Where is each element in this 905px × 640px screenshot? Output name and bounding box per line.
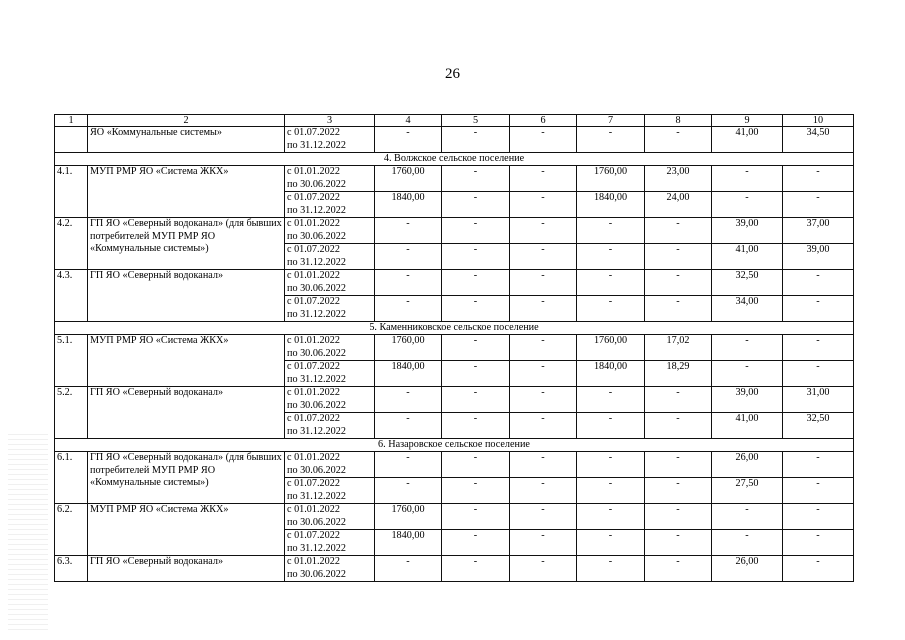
value-cell-col-10: - [783, 192, 854, 218]
value-cell-col-6: - [510, 387, 577, 413]
value-cell-col-5: - [442, 361, 510, 387]
table-row [55, 504, 854, 530]
value-cell-col-5: - [442, 127, 510, 153]
table-row [55, 387, 854, 413]
period-end: по 31.12.2022 [287, 542, 346, 554]
period-cell [285, 478, 375, 504]
column-number: 5 [442, 115, 510, 127]
value-cell-col-4: 1760,00 [375, 166, 442, 192]
value-cell-col-5: - [442, 218, 510, 244]
period-cell [285, 127, 375, 153]
column-number: 2 [88, 115, 285, 127]
table-row [55, 218, 854, 244]
value-cell-col-4: - [375, 452, 442, 478]
value-cell-col-7: - [577, 478, 645, 504]
value-cell-col-4: - [375, 218, 442, 244]
value-cell-col-4: - [375, 556, 442, 582]
period-start: с 01.07.2022 [287, 127, 340, 138]
value-cell-col-7: - [577, 556, 645, 582]
value-cell-col-8: - [645, 270, 712, 296]
value-cell-col-8: - [645, 452, 712, 478]
period-end: по 30.06.2022 [287, 347, 346, 359]
value-cell-col-9: - [712, 335, 783, 361]
value-cell-col-8: - [645, 530, 712, 556]
value-cell-col-9: 41,00 [712, 413, 783, 439]
value-cell-col-8: 23,00 [645, 166, 712, 192]
column-number: 7 [577, 115, 645, 127]
period-end: по 31.12.2022 [287, 204, 346, 216]
section-header-row [55, 153, 854, 166]
value-cell-col-5: - [442, 166, 510, 192]
value-cell-col-9: 27,50 [712, 478, 783, 504]
period-cell [285, 192, 375, 218]
period-start: с 01.01.2022 [287, 166, 340, 177]
period-start: с 01.07.2022 [287, 530, 340, 541]
organization-name: МУП РМР ЯО «Система ЖКХ» [88, 504, 285, 556]
period-cell [285, 244, 375, 270]
period-start: с 01.01.2022 [287, 504, 340, 515]
section-header-row [55, 439, 854, 452]
value-cell-col-10: - [783, 504, 854, 530]
organization-name: ГП ЯО «Северный водоканал» (для бывших потребителей МУП РМР ЯО «Коммунальные системы») [88, 452, 285, 504]
period-end: по 31.12.2022 [287, 139, 346, 151]
period-cell [285, 556, 375, 582]
section-title: 4. Волжское сельское поселение [55, 153, 854, 166]
value-cell-col-5: - [442, 530, 510, 556]
row-number [55, 127, 88, 153]
value-cell-col-6: - [510, 192, 577, 218]
value-cell-col-4: 1840,00 [375, 192, 442, 218]
column-number: 4 [375, 115, 442, 127]
value-cell-col-9: 41,00 [712, 244, 783, 270]
value-cell-col-10: - [783, 296, 854, 322]
value-cell-col-9: - [712, 361, 783, 387]
value-cell-col-10: - [783, 335, 854, 361]
period-start: с 01.01.2022 [287, 452, 340, 463]
value-cell-col-10: 32,50 [783, 413, 854, 439]
row-number: 4.1. [55, 166, 88, 218]
value-cell-col-7: 1840,00 [577, 361, 645, 387]
value-cell-col-6: - [510, 530, 577, 556]
value-cell-col-10: - [783, 452, 854, 478]
value-cell-col-6: - [510, 413, 577, 439]
value-cell-col-5: - [442, 413, 510, 439]
value-cell-col-7: - [577, 244, 645, 270]
period-end: по 31.12.2022 [287, 373, 346, 385]
value-cell-col-10: - [783, 270, 854, 296]
value-cell-col-4: - [375, 478, 442, 504]
section-title: 5. Каменниковское сельское поселение [55, 322, 854, 335]
value-cell-col-4: - [375, 270, 442, 296]
period-start: с 01.07.2022 [287, 192, 340, 203]
period-start: с 01.07.2022 [287, 413, 340, 424]
value-cell-col-6: - [510, 218, 577, 244]
value-cell-col-5: - [442, 270, 510, 296]
column-number: 8 [645, 115, 712, 127]
row-number: 4.3. [55, 270, 88, 322]
value-cell-col-8: 17,02 [645, 335, 712, 361]
value-cell-col-9: - [712, 530, 783, 556]
value-cell-col-7: - [577, 218, 645, 244]
section-header-row [55, 322, 854, 335]
value-cell-col-6: - [510, 296, 577, 322]
column-number: 10 [783, 115, 854, 127]
period-start: с 01.07.2022 [287, 244, 340, 255]
value-cell-col-9: 39,00 [712, 218, 783, 244]
column-number: 6 [510, 115, 577, 127]
value-cell-col-10: - [783, 556, 854, 582]
value-cell-col-10: - [783, 166, 854, 192]
value-cell-col-9: - [712, 192, 783, 218]
value-cell-col-8: - [645, 244, 712, 270]
organization-name: ГП ЯО «Северный водоканал» [88, 270, 285, 322]
period-end: по 31.12.2022 [287, 308, 346, 320]
value-cell-col-8: - [645, 127, 712, 153]
row-number: 6.3. [55, 556, 88, 582]
period-start: с 01.01.2022 [287, 387, 340, 398]
period-cell [285, 504, 375, 530]
value-cell-col-5: - [442, 478, 510, 504]
period-end: по 30.06.2022 [287, 230, 346, 242]
column-number: 3 [285, 115, 375, 127]
period-cell [285, 335, 375, 361]
value-cell-col-8: 18,29 [645, 361, 712, 387]
period-end: по 30.06.2022 [287, 464, 346, 476]
value-cell-col-7: - [577, 387, 645, 413]
period-cell [285, 452, 375, 478]
organization-name: ГП ЯО «Северный водоканал» (для бывших потребителей МУП РМР ЯО «Коммунальные системы») [88, 218, 285, 270]
value-cell-col-9: - [712, 166, 783, 192]
period-cell [285, 361, 375, 387]
tariff-table [54, 114, 854, 582]
period-cell [285, 166, 375, 192]
value-cell-col-9: 32,50 [712, 270, 783, 296]
value-cell-col-5: - [442, 335, 510, 361]
value-cell-col-4: 1840,00 [375, 361, 442, 387]
value-cell-col-10: 34,50 [783, 127, 854, 153]
period-cell [285, 218, 375, 244]
value-cell-col-7: - [577, 413, 645, 439]
value-cell-col-9: 34,00 [712, 296, 783, 322]
row-number: 4.2. [55, 218, 88, 270]
value-cell-col-6: - [510, 452, 577, 478]
value-cell-col-8: - [645, 556, 712, 582]
period-cell [285, 270, 375, 296]
table-row [55, 335, 854, 361]
value-cell-col-6: - [510, 361, 577, 387]
value-cell-col-6: - [510, 556, 577, 582]
value-cell-col-10: 31,00 [783, 387, 854, 413]
value-cell-col-5: - [442, 504, 510, 530]
value-cell-col-7: 1760,00 [577, 335, 645, 361]
value-cell-col-8: - [645, 413, 712, 439]
value-cell-col-8: - [645, 218, 712, 244]
value-cell-col-8: - [645, 387, 712, 413]
period-end: по 30.06.2022 [287, 399, 346, 411]
tariff-table-body [55, 115, 854, 582]
value-cell-col-6: - [510, 504, 577, 530]
value-cell-col-4: 1840,00 [375, 530, 442, 556]
table-row [55, 127, 854, 153]
value-cell-col-4: - [375, 296, 442, 322]
value-cell-col-6: - [510, 478, 577, 504]
period-end: по 31.12.2022 [287, 490, 346, 502]
row-number: 5.2. [55, 387, 88, 439]
value-cell-col-4: - [375, 127, 442, 153]
period-cell [285, 413, 375, 439]
value-cell-col-5: - [442, 387, 510, 413]
period-end: по 30.06.2022 [287, 568, 346, 580]
table-row [55, 452, 854, 478]
period-end: по 31.12.2022 [287, 425, 346, 437]
value-cell-col-4: - [375, 413, 442, 439]
value-cell-col-6: - [510, 127, 577, 153]
value-cell-col-9: 41,00 [712, 127, 783, 153]
column-number: 1 [55, 115, 88, 127]
value-cell-col-9: - [712, 504, 783, 530]
period-start: с 01.01.2022 [287, 335, 340, 346]
value-cell-col-6: - [510, 270, 577, 296]
value-cell-col-5: - [442, 296, 510, 322]
value-cell-col-5: - [442, 244, 510, 270]
value-cell-col-6: - [510, 335, 577, 361]
value-cell-col-4: - [375, 387, 442, 413]
period-end: по 31.12.2022 [287, 256, 346, 268]
value-cell-col-10: - [783, 530, 854, 556]
period-cell [285, 530, 375, 556]
value-cell-col-6: - [510, 244, 577, 270]
period-end: по 30.06.2022 [287, 516, 346, 528]
value-cell-col-10: 39,00 [783, 244, 854, 270]
period-end: по 30.06.2022 [287, 178, 346, 190]
period-cell [285, 296, 375, 322]
value-cell-col-9: 26,00 [712, 556, 783, 582]
value-cell-col-9: 39,00 [712, 387, 783, 413]
value-cell-col-7: 1760,00 [577, 166, 645, 192]
organization-name: МУП РМР ЯО «Система ЖКХ» [88, 166, 285, 218]
value-cell-col-8: - [645, 504, 712, 530]
period-end: по 30.06.2022 [287, 282, 346, 294]
row-number: 6.2. [55, 504, 88, 556]
column-number-row [55, 115, 854, 127]
value-cell-col-10: - [783, 478, 854, 504]
table-row [55, 556, 854, 582]
table-row [55, 270, 854, 296]
value-cell-col-7: - [577, 452, 645, 478]
period-start: с 01.01.2022 [287, 218, 340, 229]
scan-artifact [8, 430, 48, 630]
page-number: 26 [445, 66, 460, 82]
section-title: 6. Назаровское сельское поселение [55, 439, 854, 452]
period-start: с 01.07.2022 [287, 296, 340, 307]
organization-name: ЯО «Коммунальные системы» [88, 127, 285, 153]
value-cell-col-7: - [577, 504, 645, 530]
value-cell-col-5: - [442, 556, 510, 582]
value-cell-col-9: 26,00 [712, 452, 783, 478]
value-cell-col-8: 24,00 [645, 192, 712, 218]
row-number: 6.1. [55, 452, 88, 504]
value-cell-col-5: - [442, 452, 510, 478]
period-start: с 01.07.2022 [287, 478, 340, 489]
table-row [55, 166, 854, 192]
value-cell-col-7: - [577, 127, 645, 153]
value-cell-col-4: 1760,00 [375, 335, 442, 361]
value-cell-col-4: - [375, 244, 442, 270]
period-cell [285, 387, 375, 413]
value-cell-col-5: - [442, 192, 510, 218]
value-cell-col-7: - [577, 530, 645, 556]
value-cell-col-7: - [577, 296, 645, 322]
organization-name: ГП ЯО «Северный водоканал» [88, 556, 285, 582]
value-cell-col-10: 37,00 [783, 218, 854, 244]
value-cell-col-7: 1840,00 [577, 192, 645, 218]
value-cell-col-10: - [783, 361, 854, 387]
period-start: с 01.01.2022 [287, 556, 340, 567]
organization-name: МУП РМР ЯО «Система ЖКХ» [88, 335, 285, 387]
value-cell-col-4: 1760,00 [375, 504, 442, 530]
value-cell-col-6: - [510, 166, 577, 192]
row-number: 5.1. [55, 335, 88, 387]
period-start: с 01.01.2022 [287, 270, 340, 281]
value-cell-col-8: - [645, 478, 712, 504]
value-cell-col-7: - [577, 270, 645, 296]
organization-name: ГП ЯО «Северный водоканал» [88, 387, 285, 439]
value-cell-col-8: - [645, 296, 712, 322]
period-start: с 01.07.2022 [287, 361, 340, 372]
column-number: 9 [712, 115, 783, 127]
